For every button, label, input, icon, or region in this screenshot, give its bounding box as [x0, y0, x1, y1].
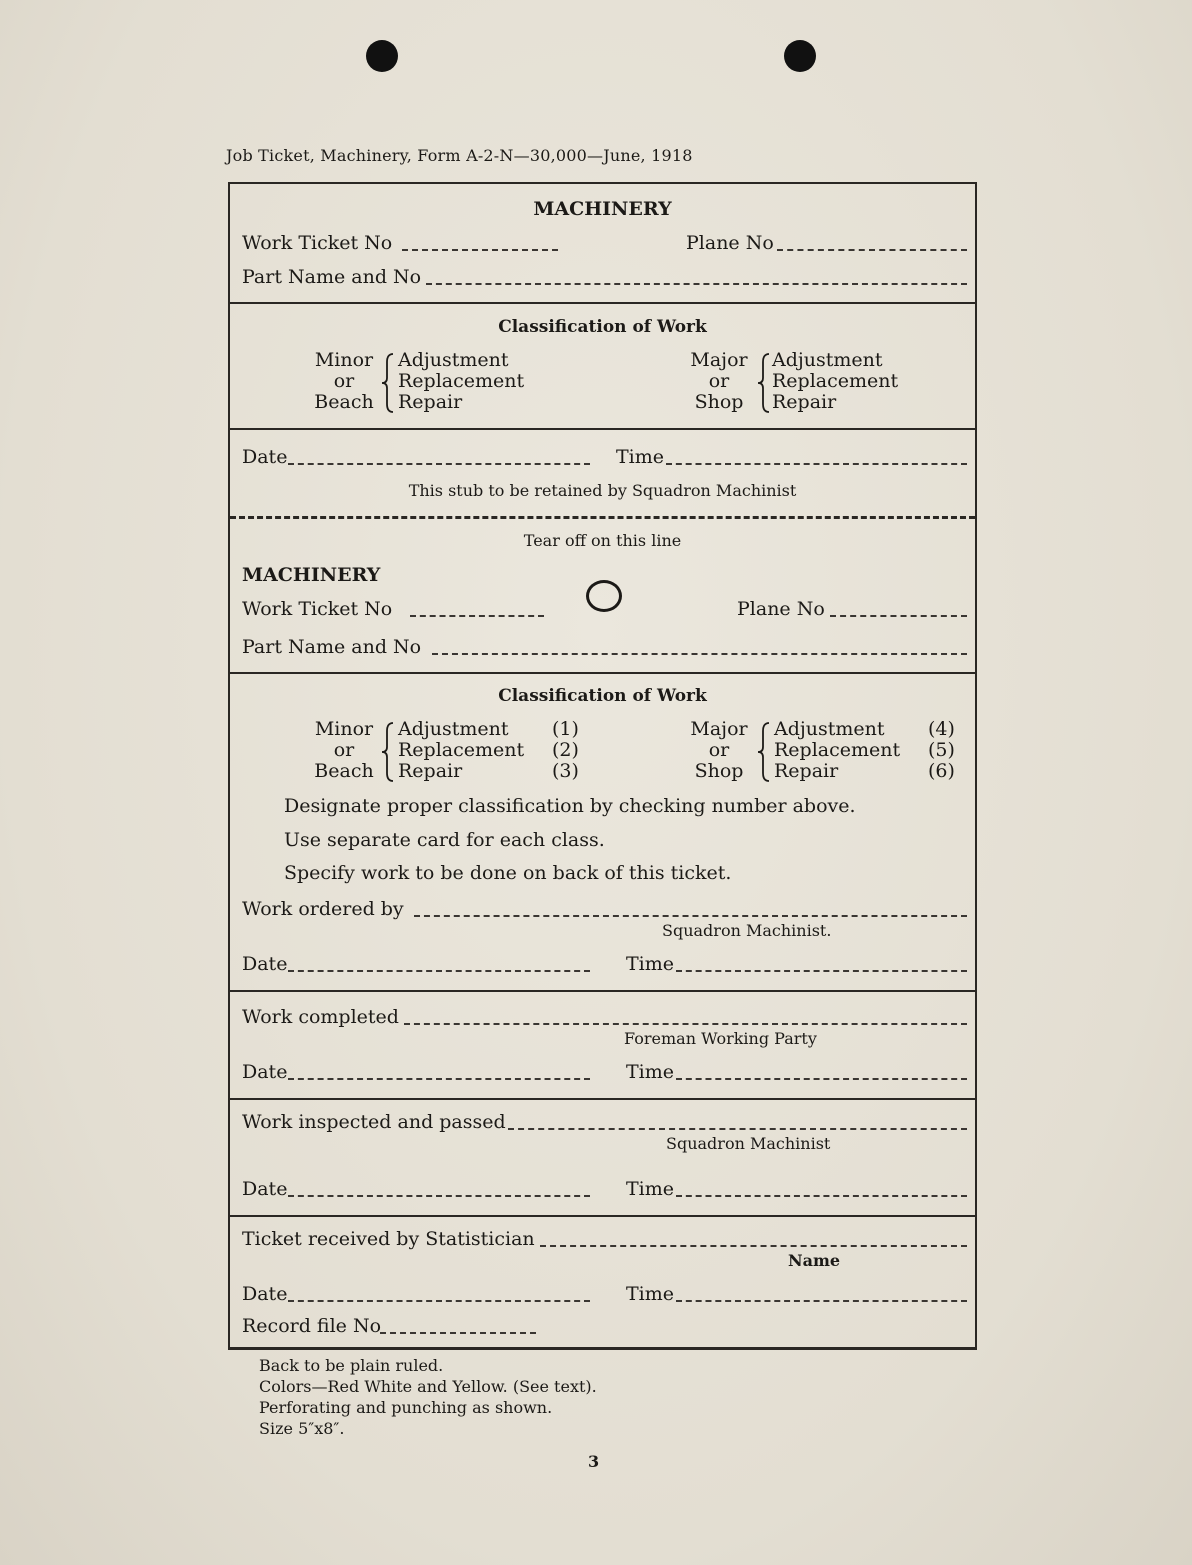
received-name-caption: Name: [788, 1251, 841, 1270]
completed-date-label: Date: [242, 1061, 288, 1083]
main-title: MACHINERY: [242, 564, 381, 586]
inspected-field[interactable]: [508, 1128, 967, 1130]
option-5[interactable]: (5): [928, 739, 955, 761]
main-major-group: [688, 719, 750, 782]
stub-work-ticket-field[interactable]: [402, 249, 558, 251]
brace-icon: [756, 352, 772, 414]
main-part-field[interactable]: [432, 653, 967, 655]
ordered-by-signature-caption: Squadron Machinist.: [662, 921, 832, 940]
main-work-ticket-label: Work Ticket No: [242, 598, 393, 620]
ordered-date-label: Date: [242, 953, 288, 975]
inspected-signature-caption: Squadron Machinist: [666, 1134, 831, 1153]
ordered-time-label: Time: [626, 953, 675, 975]
received-label: Ticket received by Statistician: [242, 1228, 535, 1250]
instruction-designate: Designate proper classification by checking number above.: [284, 795, 856, 817]
received-date-label: Date: [242, 1283, 288, 1305]
or-label: or: [333, 739, 355, 761]
stub-minor-group: [314, 350, 374, 413]
main-classification-title: Classification of Work: [498, 686, 707, 706]
completed-time-label: Time: [626, 1061, 675, 1083]
inspected-label: Work inspected and passed: [242, 1111, 506, 1133]
divider: [230, 302, 975, 304]
replacement-label: Replacement: [398, 739, 525, 761]
punch-hole-icon: [586, 580, 622, 612]
stub-work-ticket-label: Work Ticket No: [242, 232, 393, 254]
stub-title: MACHINERY: [533, 198, 672, 220]
repair-label: Repair: [774, 760, 839, 782]
repair-label: Repair: [398, 391, 463, 413]
adjustment-label: Adjustment: [772, 349, 883, 371]
record-file-field[interactable]: [380, 1332, 536, 1334]
inspected-time-field[interactable]: [676, 1195, 967, 1197]
binder-hole-right: [784, 40, 816, 72]
tear-off-note: Tear off on this line: [523, 531, 682, 550]
or-label: or: [708, 370, 730, 392]
main-part-label: Part Name and No: [242, 636, 422, 658]
stub-part-label: Part Name and No: [242, 266, 422, 288]
minor-label: Minor: [314, 349, 374, 371]
perforation-line[interactable]: [230, 516, 975, 519]
binder-hole-left: [366, 40, 398, 72]
major-label: Major: [690, 718, 748, 740]
main-plane-label: Plane No: [737, 598, 825, 620]
received-date-field[interactable]: [288, 1300, 590, 1302]
stub-date-field[interactable]: [288, 463, 590, 465]
main-work-ticket-field[interactable]: [410, 615, 544, 617]
completed-date-field[interactable]: [288, 1078, 590, 1080]
brace-icon: [380, 352, 396, 414]
job-ticket: [228, 182, 977, 1350]
ordered-time-field[interactable]: [676, 970, 967, 972]
stub-minor-items: [398, 350, 524, 413]
main-major-items: [774, 719, 900, 782]
minor-numbers: [552, 719, 579, 782]
beach-label: Beach: [314, 760, 374, 782]
replacement-label: Replacement: [772, 370, 899, 392]
shop-label: Shop: [694, 760, 744, 782]
stub-date-label: Date: [242, 446, 288, 468]
main-plane-field[interactable]: [830, 615, 967, 617]
stub-part-field[interactable]: [426, 283, 967, 285]
main-minor-items: [398, 719, 524, 782]
inspected-date-field[interactable]: [288, 1195, 590, 1197]
ordered-date-field[interactable]: [288, 970, 590, 972]
option-6[interactable]: (6): [928, 760, 955, 782]
major-label: Major: [690, 349, 748, 371]
beach-label: Beach: [314, 391, 374, 413]
option-2[interactable]: (2): [552, 739, 579, 761]
note-colors: Colors—Red White and Yellow. (See text).: [259, 1377, 597, 1396]
adjustment-label: Adjustment: [398, 718, 509, 740]
adjustment-label: Adjustment: [774, 718, 885, 740]
or-label: or: [708, 739, 730, 761]
instruction-specify: Specify work to be done on back of this ticket.: [284, 862, 732, 884]
stub-major-group: [688, 350, 750, 413]
received-time-label: Time: [626, 1283, 675, 1305]
completed-field[interactable]: [404, 1023, 967, 1025]
divider: [230, 990, 975, 992]
ordered-by-field[interactable]: [414, 915, 967, 917]
option-4[interactable]: (4): [928, 718, 955, 740]
main-minor-group: [314, 719, 374, 782]
completed-signature-caption: Foreman Working Party: [624, 1029, 817, 1048]
replacement-label: Replacement: [774, 739, 901, 761]
page-number: 3: [588, 1452, 600, 1471]
stub-major-items: [772, 350, 898, 413]
record-file-label: Record file No: [242, 1315, 382, 1337]
minor-label: Minor: [314, 718, 374, 740]
divider: [230, 672, 975, 674]
instruction-separate-card: Use separate card for each class.: [284, 829, 605, 851]
adjustment-label: Adjustment: [398, 349, 509, 371]
note-size: Size 5″x8″.: [259, 1419, 345, 1438]
completed-time-field[interactable]: [676, 1078, 967, 1080]
divider: [230, 1098, 975, 1100]
form-notes: [259, 1355, 597, 1439]
received-field[interactable]: [540, 1245, 967, 1247]
option-1[interactable]: (1): [552, 718, 579, 740]
stub-plane-field[interactable]: [777, 249, 967, 251]
replacement-label: Replacement: [398, 370, 525, 392]
divider: [230, 428, 975, 430]
stub-time-field[interactable]: [666, 463, 967, 465]
or-label: or: [333, 370, 355, 392]
stub-classification-title: Classification of Work: [498, 317, 707, 337]
repair-label: Repair: [398, 760, 463, 782]
shop-label: Shop: [694, 391, 744, 413]
inspected-date-label: Date: [242, 1178, 288, 1200]
brace-icon: [756, 721, 772, 783]
repair-label: Repair: [772, 391, 837, 413]
divider: [230, 1215, 975, 1217]
stub-time-label: Time: [616, 446, 665, 468]
stub-retain-note: This stub to be retained by Squadron Machinist: [408, 481, 797, 500]
received-time-field[interactable]: [676, 1300, 967, 1302]
ordered-by-label: Work ordered by: [242, 898, 404, 920]
note-perforating: Perforating and punching as shown.: [259, 1398, 553, 1417]
stub-plane-label: Plane No: [686, 232, 774, 254]
option-3[interactable]: (3): [552, 760, 579, 782]
major-numbers: [928, 719, 955, 782]
brace-icon: [380, 721, 396, 783]
completed-label: Work completed: [242, 1006, 399, 1028]
note-back: Back to be plain ruled.: [259, 1356, 444, 1375]
form-header: Job Ticket, Machinery, Form A-2-N—30,000—June, 1918: [226, 146, 693, 165]
inspected-time-label: Time: [626, 1178, 675, 1200]
